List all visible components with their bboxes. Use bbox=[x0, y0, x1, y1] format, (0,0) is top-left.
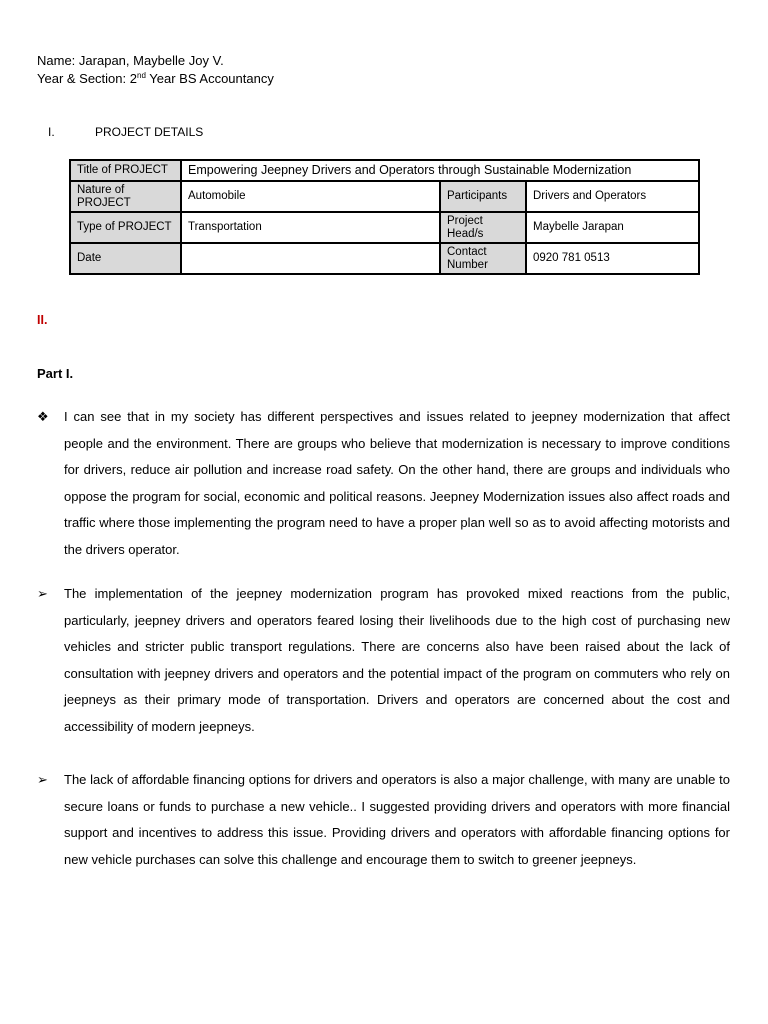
name-value: Jarapan, Maybelle Joy V. bbox=[78, 53, 224, 68]
table-row bbox=[70, 212, 699, 243]
name-label: Name: bbox=[37, 53, 76, 68]
date-value-cell bbox=[181, 243, 440, 274]
paragraph-3: The lack of affordable financing options for drivers and operators is also a major challenge, with many are unable to secure loans or funds to purchase a new vehicle.. I suggested providing drivers and operators with more financial support and incentives to address this issue. Providing drivers and operators with affordable financing options for new vehicle purchases can solve this challenge and encourage them to switch to greener jeepneys. bbox=[64, 772, 730, 867]
paragraph-2: The implementation of the jeepney modernization program has provoked mixed reactions from the public, particularly, jeepney drivers and operators feared losing their livelihoods due to the high cost of purchasing new vehicles and stricter public transport regulations. There are concerns also have been raised about the lack of consultation with jeepney drivers and operators and the potential impact of the program on commuters who rely on jeepneys as their primary mode of transportation. Drivers and operators are concerned about the cost and accessibility of modern jeepneys. bbox=[64, 586, 730, 734]
arrow-bullet-icon: ➢ bbox=[37, 772, 48, 787]
contact-label-cell: Contact Number bbox=[440, 243, 526, 274]
section-two-number: II. bbox=[37, 313, 48, 327]
date-label-cell: Date bbox=[70, 243, 181, 274]
year-course: Year BS Accountancy bbox=[145, 71, 274, 86]
year-section-line bbox=[37, 71, 274, 87]
table-row bbox=[70, 243, 699, 274]
arrow-bullet-icon: ➢ bbox=[37, 586, 48, 601]
table-row bbox=[70, 160, 699, 181]
nature-value-cell: Automobile bbox=[181, 181, 440, 212]
section-number: I. bbox=[48, 125, 55, 139]
table-row bbox=[70, 181, 699, 212]
paragraph-1: I can see that in my society has different perspectives and issues related to jeepney modernization that affect people and the environment. There are groups who believe that modernization is necessary to improve conditions for drivers, reduce air pollution and increase road safety. On the other hand, there are groups and individuals who oppose the program for social, economic and political reasons. Jeepney Modernization issues also affect roads and traffic where those implementing the program need to have a proper plan well so as to avoid affecting motorists and the drivers operator. bbox=[64, 409, 730, 557]
head-value-cell: Maybelle Jarapan bbox=[526, 212, 699, 243]
year-label: Year & Section: bbox=[37, 71, 127, 86]
type-value-cell: Transportation bbox=[181, 212, 440, 243]
participants-label-cell: Participants bbox=[440, 181, 526, 212]
part-heading: Part I. bbox=[37, 366, 74, 381]
participants-value-cell: Drivers and Operators bbox=[526, 181, 699, 212]
project-details-table bbox=[69, 159, 700, 275]
student-name-line bbox=[37, 53, 224, 69]
year-number: 2 bbox=[129, 71, 137, 86]
head-label-cell: Project Head/s bbox=[440, 212, 526, 243]
title-value-cell: Empowering Jeepney Drivers and Operators through Sustainable Modernization bbox=[181, 160, 699, 181]
contact-value-cell: 0920 781 0513 bbox=[526, 243, 699, 274]
section-title: PROJECT DETAILS bbox=[95, 125, 204, 139]
type-label-cell: Type of PROJECT bbox=[70, 212, 181, 243]
diamond-bullet-icon: ❖ bbox=[37, 409, 49, 424]
title-label-cell: Title of PROJECT bbox=[70, 160, 181, 181]
nature-label-cell: Nature of PROJECT bbox=[70, 181, 181, 212]
year-suffix: nd bbox=[137, 71, 146, 80]
